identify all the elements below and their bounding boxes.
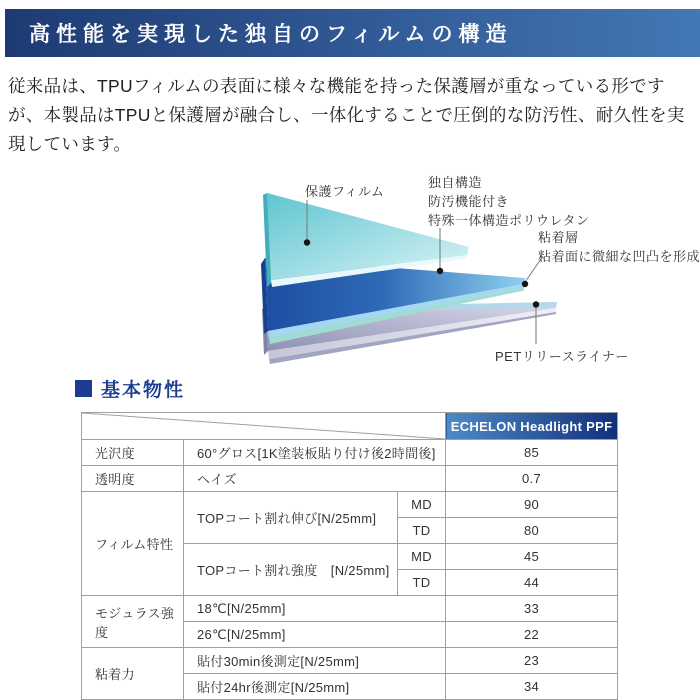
label-adhesive-layer — [538, 228, 700, 266]
table-row — [82, 466, 618, 492]
row-value: 0.7 — [446, 466, 618, 492]
row-test: 18℃[N/25mm] — [184, 596, 446, 622]
film-structure-diagram — [220, 170, 700, 370]
row-test: 60°グロス[1K塗装板貼り付け後2時間後] — [184, 440, 446, 466]
unique-structure-dot — [437, 268, 443, 274]
intro-paragraph: 従来品は、TPUフィルムの表面に様々な機能を持った保護層が重なっている形ですが、本製品はTPUと保護層が融合し、一体化することで圧倒的な防汚性、耐久性を実現しています。 — [8, 76, 685, 154]
label-unique-structure — [428, 173, 589, 230]
product-column-header: ECHELON Headlight PPF — [446, 413, 618, 440]
adhesive-dot — [522, 281, 528, 287]
row-direction: MD — [398, 492, 446, 518]
table-corner-cell — [82, 413, 446, 440]
section-heading — [75, 375, 185, 402]
row-direction: MD — [398, 544, 446, 570]
row-value: 22 — [446, 622, 618, 648]
row-test: TOPコート割れ強度 [N/25mm] — [184, 544, 398, 596]
row-value: 85 — [446, 440, 618, 466]
row-value: 45 — [446, 544, 618, 570]
row-category: 透明度 — [82, 466, 184, 492]
table-row — [82, 648, 618, 674]
label-adhesive-line2: 粘着面に微細な凹凸を形成 — [538, 249, 700, 264]
diagonal-line — [82, 413, 445, 439]
row-value: 90 — [446, 492, 618, 518]
section-marker-square-icon — [75, 380, 92, 397]
page-title: 高性能を実現した独自のフィルムの構造 — [29, 22, 513, 46]
row-value: 34 — [446, 674, 618, 700]
row-category: モジュラス強度 — [82, 596, 184, 648]
row-value: 80 — [446, 518, 618, 544]
label-protective-film: 保護フィルム — [305, 184, 385, 199]
table-row — [82, 440, 618, 466]
row-direction: TD — [398, 570, 446, 596]
section-title: 基本物性 — [101, 380, 186, 401]
row-test: 貼付24hr後測定[N/25mm] — [184, 674, 446, 700]
label-adhesive-line1: 粘着層 — [538, 230, 579, 245]
table-row — [82, 492, 618, 518]
row-test: 貼付30min後測定[N/25mm] — [184, 648, 446, 674]
label-unique-structure-line3: 特殊一体構造ポリウレタン — [428, 213, 590, 228]
row-test: ヘイズ — [184, 466, 446, 492]
table-row — [82, 596, 618, 622]
basic-properties-table — [81, 412, 618, 700]
row-test: 26℃[N/25mm] — [184, 622, 446, 648]
row-test: TOPコート割れ伸び[N/25mm] — [184, 492, 398, 544]
label-unique-structure-line2: 防汚機能付き — [428, 194, 510, 209]
table-header-row — [82, 413, 618, 440]
header-banner — [5, 9, 700, 57]
row-category: 粘着力 — [82, 648, 184, 700]
row-direction: TD — [398, 518, 446, 544]
row-value: 44 — [446, 570, 618, 596]
row-category: 光沢度 — [82, 440, 184, 466]
row-value: 33 — [446, 596, 618, 622]
liner-dot — [533, 301, 539, 307]
row-value: 23 — [446, 648, 618, 674]
label-unique-structure-line1: 独自構造 — [428, 175, 483, 190]
label-pet-release-liner: PETリリースライナー — [495, 349, 629, 364]
row-category: フィルム特性 — [82, 492, 184, 596]
protective-film-dot — [304, 239, 310, 245]
